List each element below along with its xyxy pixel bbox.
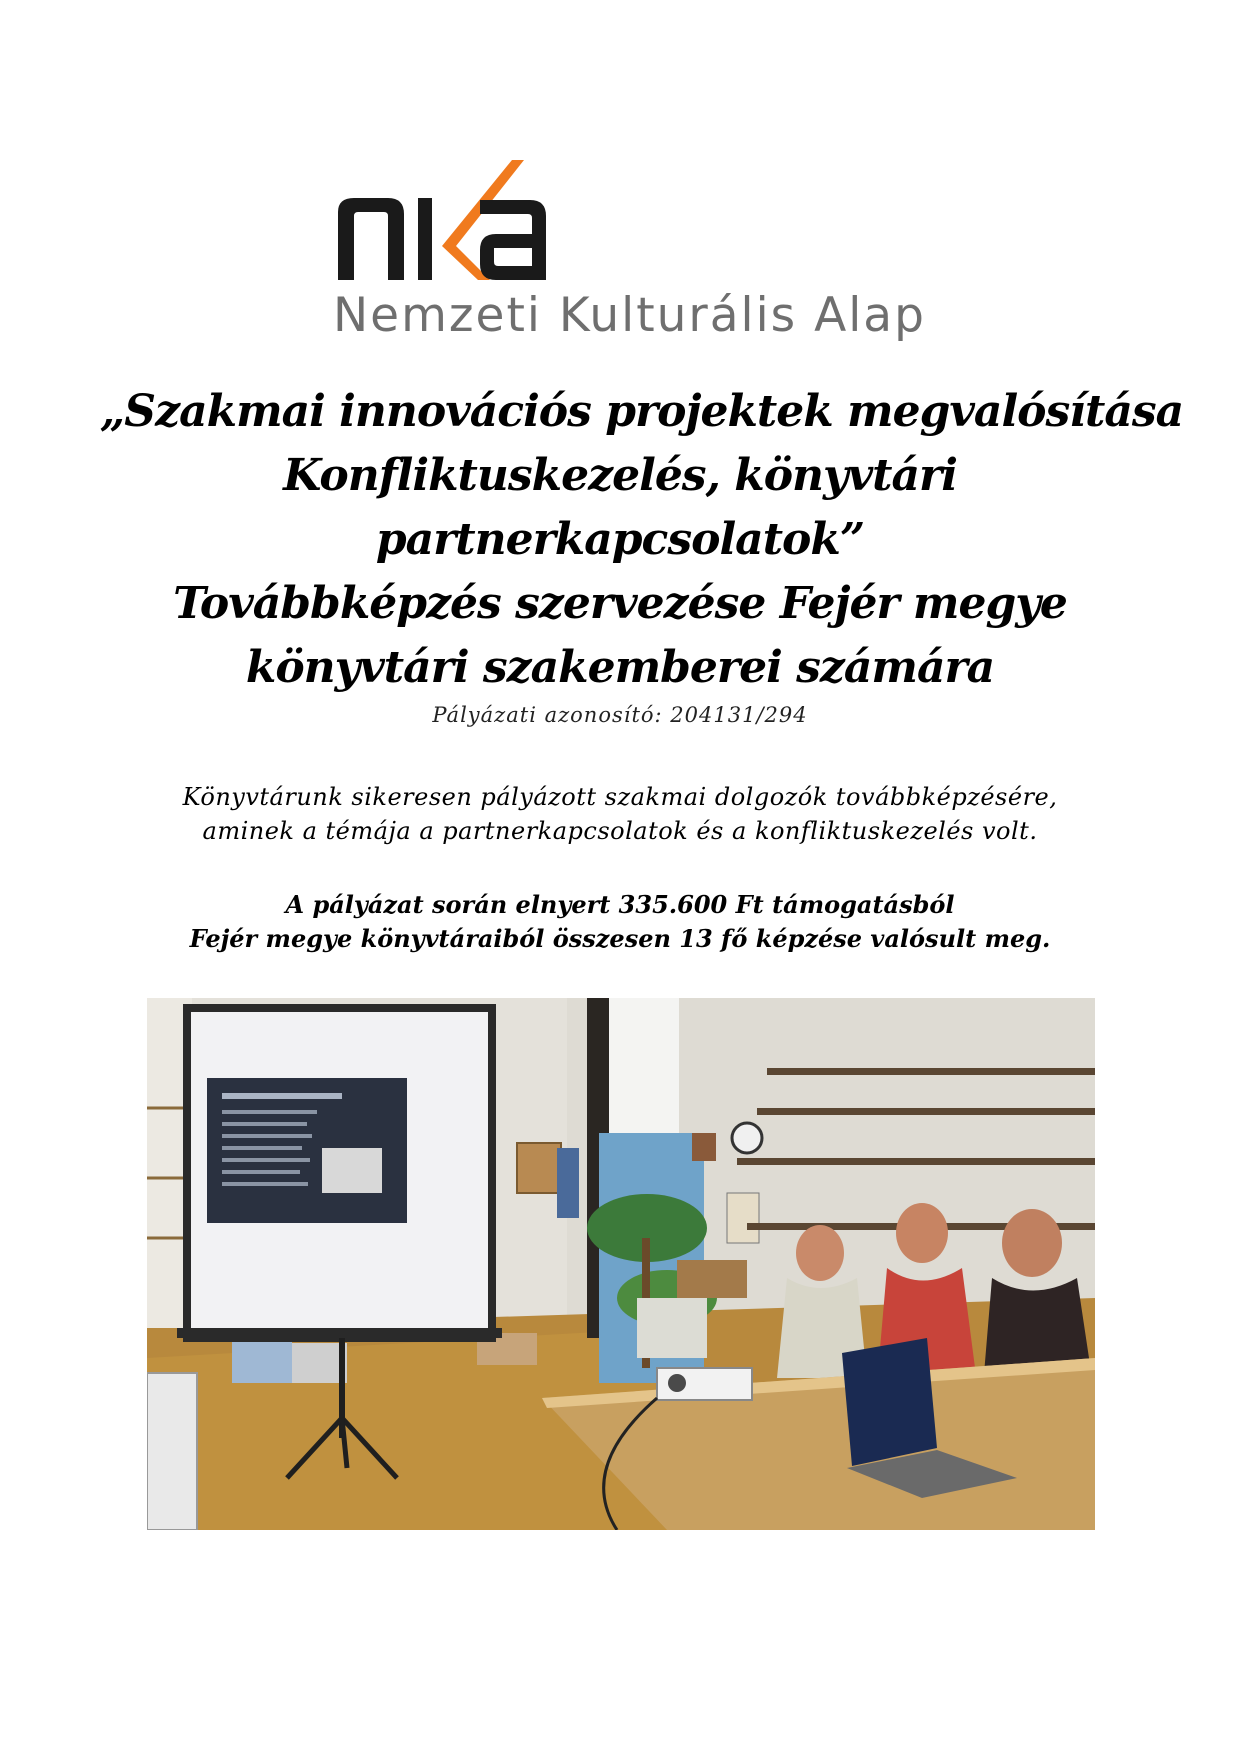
title-line-1: „Szakmai innovációs projektek megvalósítása <box>100 386 1184 437</box>
grant-line-1: A pályázat során elnyert 335.600 Ft támogatásból <box>285 890 955 919</box>
intro-line-1: Könyvtárunk sikeresen pályázott szakmai dolgozók továbbképzésére, <box>182 783 1058 811</box>
title-line-2: Konfliktuskezelés, könyvtári <box>283 450 957 501</box>
title-line-4: Továbbképzés szervezése Fejér megye <box>173 578 1067 629</box>
grant-line-2: Fejér megye könyvtáraiból összesen 13 fő képzése valósult meg. <box>189 924 1051 953</box>
project-id: Pályázati azonosító: 204131/294 <box>432 703 808 727</box>
logo-name: Nemzeti Kulturális Alap <box>333 288 926 343</box>
title-line-5: könyvtári szakemberei számára <box>245 642 995 693</box>
intro-line-2: aminek a témája a partnerkapcsolatok és a konfliktuskezelés volt. <box>202 817 1038 845</box>
intro-paragraph <box>100 780 1140 848</box>
nka-logo-mark <box>330 160 560 290</box>
training-photo <box>147 998 1095 1530</box>
grant-paragraph <box>100 888 1140 956</box>
nka-logo <box>330 160 930 360</box>
title-line-3: partnerkapcsolatok” <box>375 514 865 565</box>
title-block <box>100 380 1184 730</box>
training-photo-illustration <box>147 998 1095 1530</box>
